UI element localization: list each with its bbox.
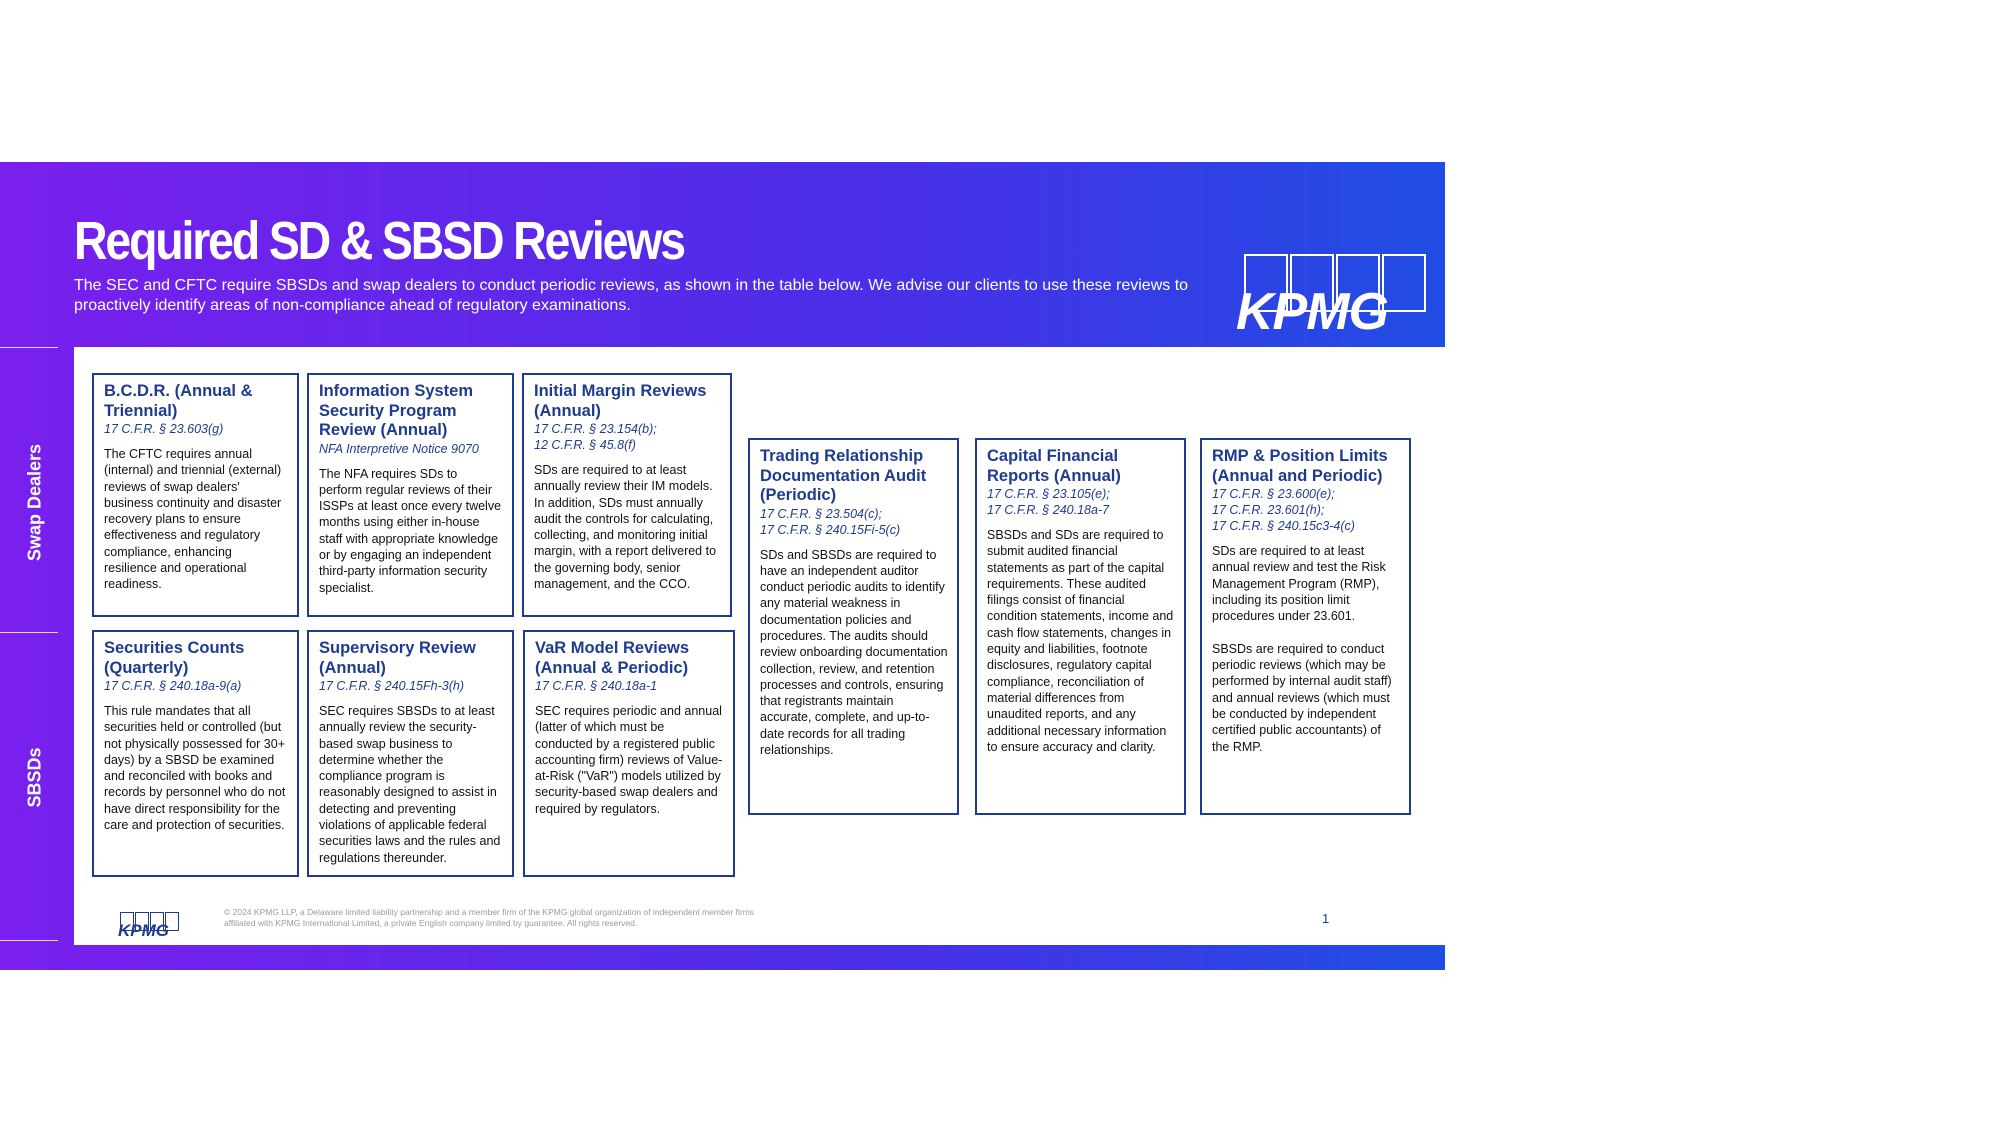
review-card-supervisory [307,630,514,877]
slide [0,162,1445,970]
card-body: SDs are required to at least annual review and test the Risk Management Program (RMP), including its position limit procedures under 23.601. SBSDs are required to conduct periodic reviews (which may be performed by internal audit staff) and annual reviews (which must be conducted by independent certified public accountants) of the RMP. [1212,544,1392,754]
kpmg-logo [1236,254,1428,341]
card-title: VaR Model Reviews (Annual & Periodic) [535,639,690,677]
card-title: Capital Financial Reports (Annual) [987,447,1121,485]
content-panel [74,347,1445,945]
review-card-initial-margin [522,373,732,617]
kpmg-logo-text: KPMG [1236,283,1388,341]
card-citation: 17 C.F.R. § 240.18a-1 [535,679,658,693]
card-body: This rule mandates that all securities held or controlled (but not physically possessed for 30+ days) by a SBSD be examined and reconciled with books and records by personnel who do not have direct responsibility for the care and protection of securities. [104,704,286,833]
card-title: RMP & Position Limits (Annual and Periodic) [1212,447,1388,485]
review-card-bcdr [92,373,299,617]
copyright-text: © 2024 KPMG LLP, a Delaware limited liability partnership and a member firm of the KPMG global organization of independent member firms affiliated with KPMG International Limited, a private English company limited by guarantee. All rights reserved. [224,907,755,928]
card-title: B.C.D.R. (Annual & Triennial) [104,382,253,420]
card-body: SEC requires periodic and annual (latter of which must be conducted by a registered public accounting firm) reviews of Value-at-Risk ("VaR") models utilized by security-based swap dealers and required by regulators. [535,704,723,816]
card-body: SBSDs and SDs are required to submit audited financial statements as part of the capital requirements. These audited filings consist of financial condition statements, income and cash flow statements, changes in equity and liabilities, footnote disclosures, regulatory capital compliance, reconciliation of material differences from unaudited reports, and any additional necessary information to ensure accuracy and clarity. [987,528,1174,754]
page-title: Required SD & SBSD Reviews [74,211,684,271]
divider [0,347,58,348]
page-subtitle: The SEC and CFTC require SBSDs and swap dealers to conduct periodic reviews, as shown in the table below. We advise our clients to use these reviews to proactively identify areas of non-compliance ahead of regulatory examinations. [74,277,1189,314]
card-title: Trading Relationship Documentation Audit (Periodic) [760,447,927,504]
card-title: Information System Security Program Review (Annual) [319,382,474,439]
card-body: SEC requires SBSDs to at least annually review the security-based swap business to determine whether the compliance program is reasonably designed to assist in detecting and preventing violations of applicable federal securities laws and the rules and regulations thereunder. [319,704,501,865]
review-card-issp [307,373,514,617]
card-citation: NFA Interpretive Notice 9070 [319,441,479,456]
divider [0,940,58,941]
review-card-trading-relationship [748,438,959,815]
card-title: Securities Counts (Quarterly) [104,639,245,677]
page-number: 1 [1322,911,1330,926]
footer-logo-text: KPMG [118,921,169,940]
review-card-capital-financial [975,438,1186,815]
card-body: The CFTC requires annual (internal) and triennial (external) reviews of swap dealers' business continuity and disaster recovery plans to ensure effectiveness and regulatory compliance, enhancing resilience and operational readiness. [104,447,282,592]
card-citation: 17 C.F.R. § 23.600(e); 17 C.F.R. 23.601(h); 17 C.F.R. § 240.15c3-4(c) [1212,487,1355,533]
side-label-sbsds: SBSDs [24,747,45,808]
card-citation: 17 C.F.R. § 23.603(g) [104,422,224,436]
card-title: Initial Margin Reviews (Annual) [534,382,707,420]
card-body: SDs are required to at least annually review their IM models. In addition, SDs must annually audit the controls for calculating, collecting, and monitoring initial margin, with a report delivered to the governing body, senior management, and the CCO. [534,463,717,592]
review-card-var-model [523,630,735,877]
card-title: Supervisory Review (Annual) [319,639,476,677]
side-label-swap-dealers: Swap Dealers [24,443,45,562]
card-citation: 17 C.F.R. § 23.154(b); 12 C.F.R. § 45.8(f) [534,422,657,452]
card-body: The NFA requires SDs to perform regular reviews of their ISSPs at least once every twelve months using either in-house staff with appropriate knowledge or by engaging an independent third-party information security specialist. [319,466,502,595]
card-citation: 17 C.F.R. § 240.15Fh-3(h) [319,679,464,693]
divider [0,632,58,633]
card-citation: 17 C.F.R. § 23.504(c); 17 C.F.R. § 240.15Fi-5(c) [760,506,901,537]
review-card-rmp-position-limits [1200,438,1411,815]
review-card-securities-counts [92,630,299,877]
footer-kpmg-logo [118,912,178,938]
card-citation: 17 C.F.R. § 240.18a-9(a) [104,679,242,693]
card-citation: 17 C.F.R. § 23.105(e); 17 C.F.R. § 240.18a-7 [987,487,1110,517]
card-body: SDs and SBSDs are required to have an independent auditor conduct periodic audits to identify any material weakness in documentation policies and procedures. The audits should review onboarding documentation collection, review, and retention processes and controls, ensuring that registrants maintain accurate, complete, and up-to-date records for all trading relationships. [760,547,948,758]
